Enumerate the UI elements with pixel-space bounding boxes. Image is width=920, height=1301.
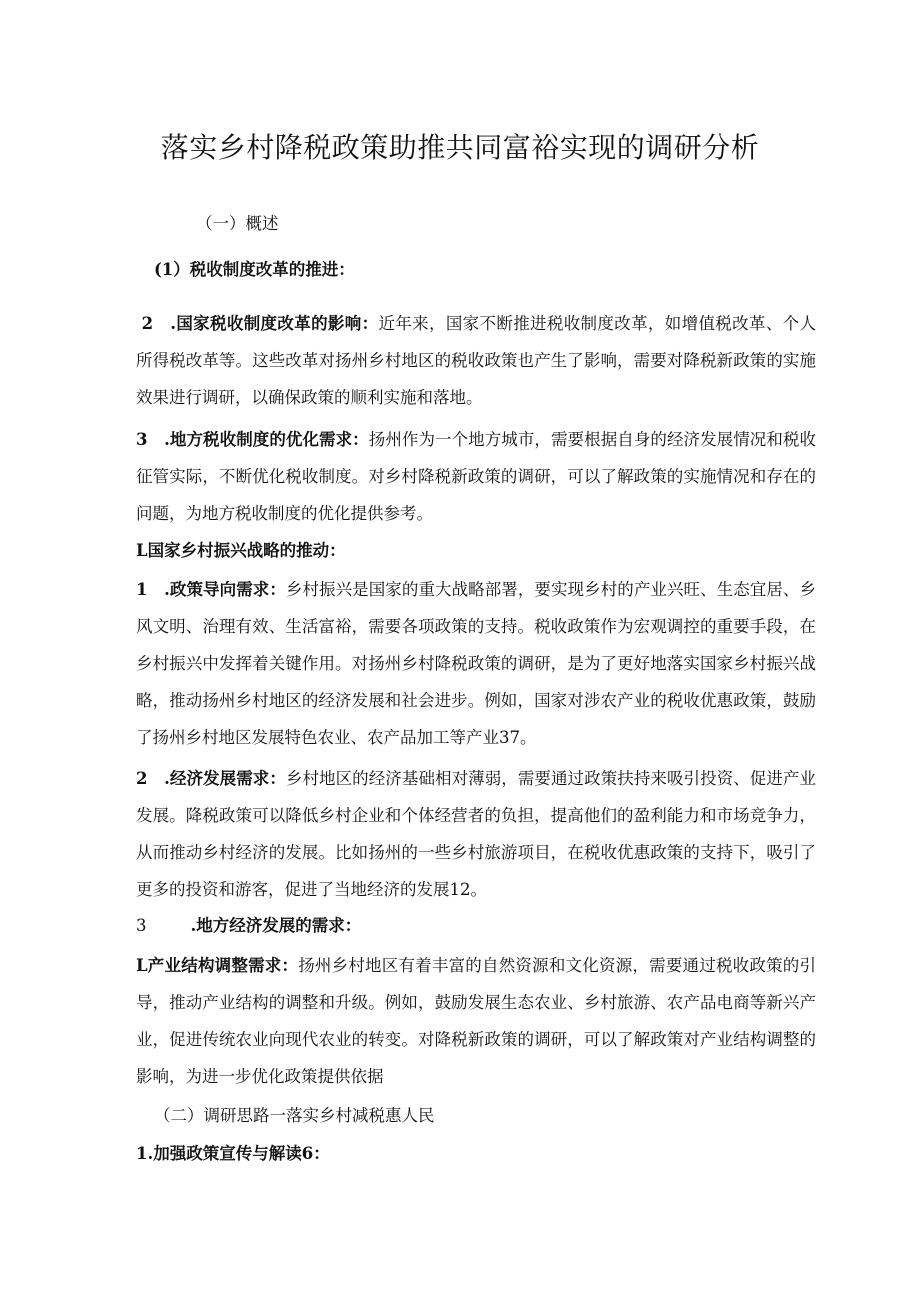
paragraph-policy-orientation	[136, 571, 816, 756]
paragraph-text-industrial-structure: 扬州乡村地区有着丰富的自然资源和文化资源，需要通过税收政策的引导，推动产业结构的调整和升级。例如，鼓励发展生态农业、乡村旅游、农产品电商等新兴产业，促进传统农业向现代农业的转变。对降税新政策的调研，可以了解政策对产业结构调整的影响，为进一步优化政策提供依据	[136, 956, 816, 1086]
subsection-rural-revitalization-heading: L国家乡村振兴战略的推动：	[136, 541, 346, 560]
subsection-local-economy-number: 3	[136, 916, 147, 935]
paragraph-lead-policy-orientation: 1 .政策导向需求：	[136, 580, 286, 599]
paragraph-text-local-tax-optimization: 扬州作为一个地方城市，需要根据自身的经济发展情况和税收征管实际，不断优化税收制度。对乡村降税新政策的调研，可以了解政策的实施情况和存在的问题，为地方税收制度的优化提供参考。	[136, 430, 817, 523]
paragraph-economic-development	[136, 760, 816, 908]
paragraph-text-policy-orientation: 乡村振兴是国家的重大战略部署，要实现乡村的产业兴旺、生态宜居、乡风文明、治理有效、生活富裕，需要各项政策的支持。税收政策作为宏观调控的重要手段，在乡村振兴中发挥着关键作用。对扬州乡村降税政策的调研，是为了更好地落实国家乡村振兴战略，推动扬州乡村地区的经济发展和社会进步。例如，国家对涉农产业的税收优惠政策，鼓励了扬州乡村地区发展特色农业、农产品加工等产业37。	[136, 580, 816, 747]
subsection-local-economy-heading	[136, 914, 361, 938]
subsection-local-economy-title: .地方经济发展的需求：	[190, 916, 362, 935]
document-title: 落实乡村降税政策助推共同富裕实现的调研分析	[160, 131, 760, 164]
paragraph-text-national-tax-reform: 近年来，国家不断推进税收制度改革，如增值税改革、个人所得税改革等。这些改革对扬州乡村地区的税收政策也产生了影响，需要对降税新政策的实施效果进行调研，以确保政策的顺利实施和落地。	[136, 314, 816, 407]
paragraph-local-tax-optimization	[136, 421, 816, 532]
paragraph-lead-local-tax-optimization: 3 .地方税收制度的优化需求：	[136, 430, 369, 449]
paragraph-lead-economic-development: 2 .经济发展需求：	[136, 769, 286, 788]
paragraph-national-tax-reform	[136, 305, 816, 416]
section-research-approach-heading: （二）调研思路一落实乡村减税惠人民	[154, 1106, 435, 1125]
section-overview-heading: （一）概述	[196, 214, 279, 233]
subsection-policy-publicity-heading: 1.加强政策宣传与解读6：	[136, 1144, 330, 1163]
paragraph-text-economic-development: 乡村地区的经济基础相对薄弱，需要通过政策扶持来吸引投资、促进产业发展。降税政策可以降低乡村企业和个体经营者的负担，提高他们的盈利能力和市场竞争力，从而推动乡村经济的发展。比如扬州的一些乡村旅游项目，在税收优惠政策的支持下，吸引了更多的投资和游客，促进了当地经济的发展12。	[136, 769, 816, 899]
subsection-tax-reform-heading: (1）税收制度改革的推进：	[154, 260, 355, 279]
paragraph-lead-industrial-structure: L产业结构调整需求：	[136, 956, 299, 975]
paragraph-lead-national-tax-reform: 2 .国家税收制度改革的影响：	[141, 314, 379, 333]
paragraph-industrial-structure	[136, 947, 816, 1095]
